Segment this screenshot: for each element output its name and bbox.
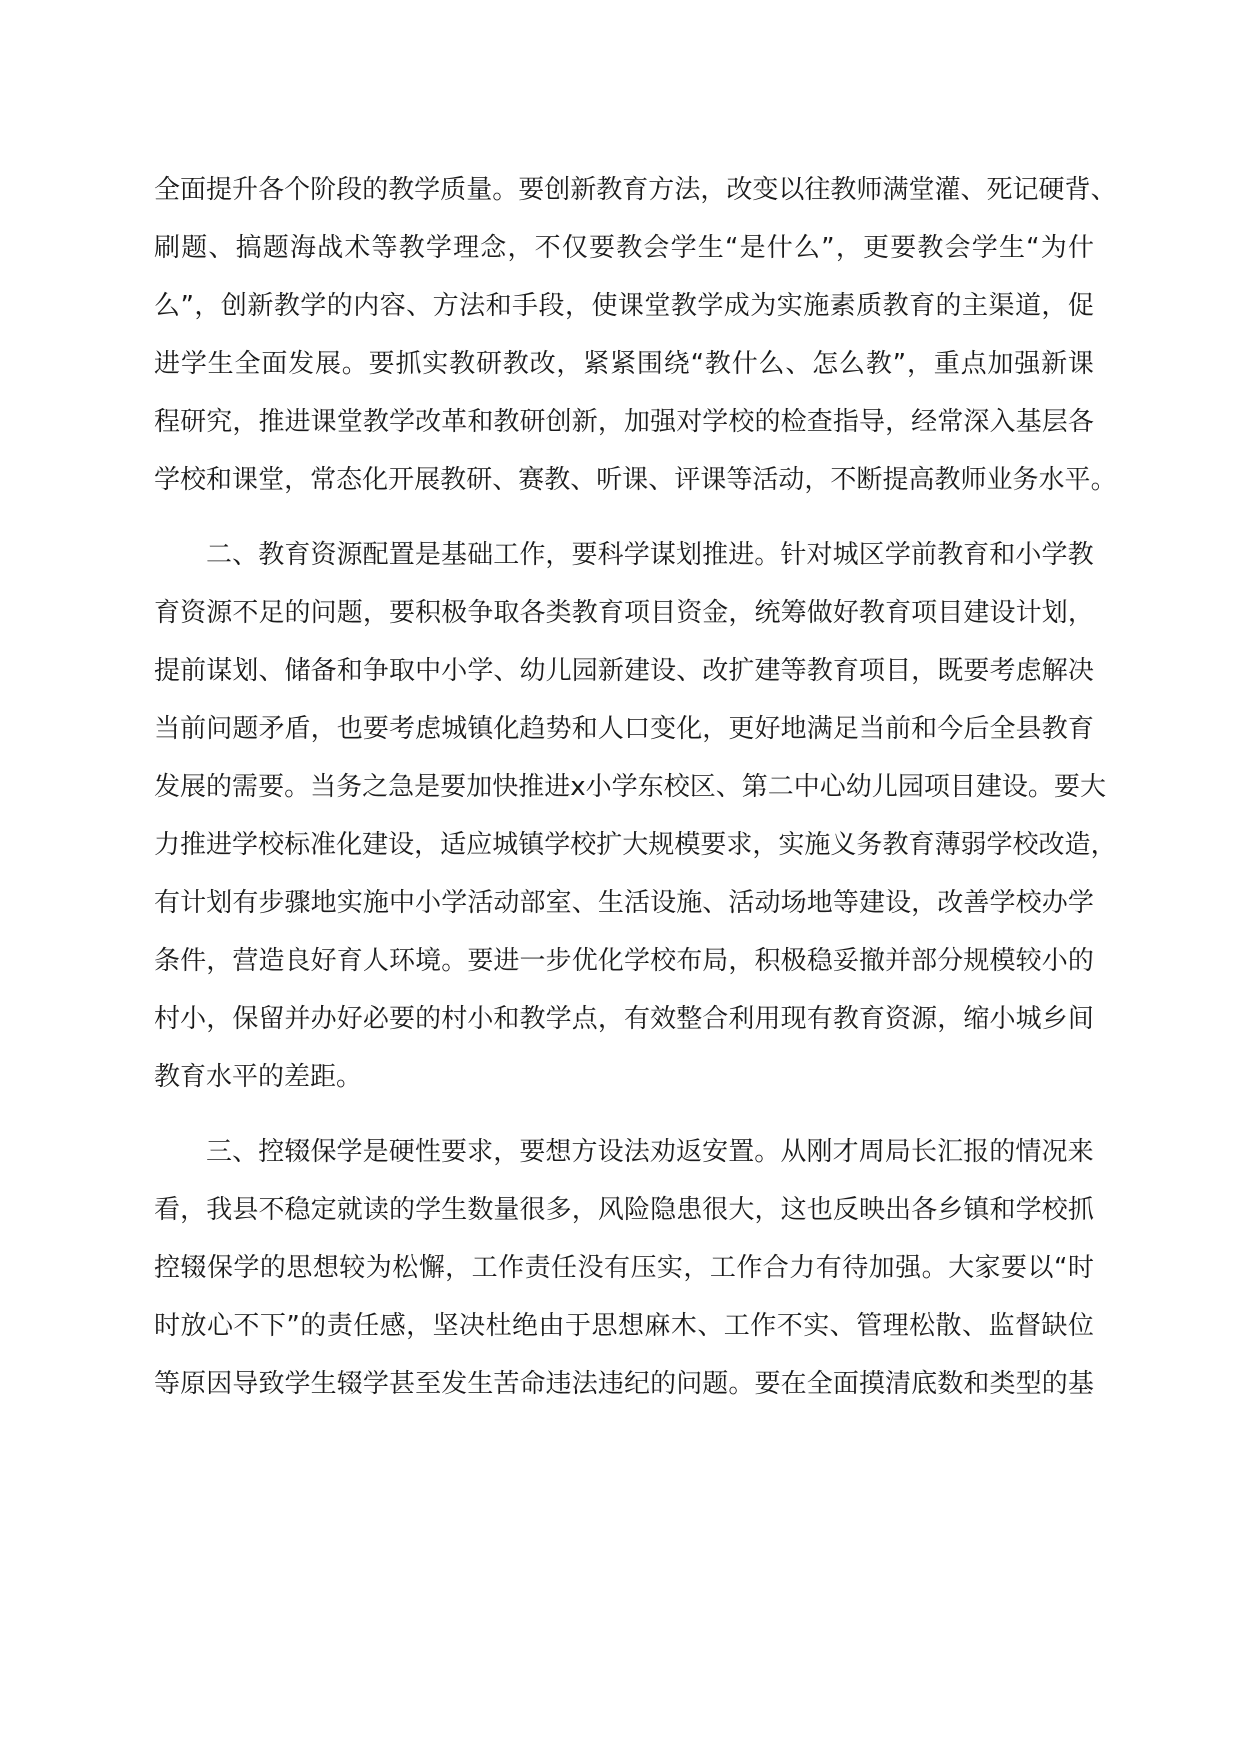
paragraph-2-line-8: 条 件 ， 营 造 良 好 育 人 环 境 。 要 进 一 步 优 化 学 校 布 局 ， 积 极 稳 妥 撤 并 部 分 规 模 较 小 的 bbox=[154, 946, 1094, 976]
paragraph-3-line-2: 看 ， 我 县 不 稳 定 就 读 的 学 生 数 量 很 多 ， 风 险 隐 患 很 大 ， 这 也 反 映 出 各 乡 镇 和 学 校 抓 bbox=[154, 1195, 1094, 1225]
paragraph-3-line-4: 时 放 心 不 下 ” 的 责 任 感 ， 坚 决 杜 绝 由 于 思 想 麻 木 、 工 作 不 实 、 管 理 松 散 、 监 督 缺 位 bbox=[154, 1311, 1094, 1341]
paragraph-2-line-6: 力 推 进 学 校 标 准 化 建 设 ， 适 应 城 镇 学 校 扩 大 规 模 要 求 ， 实 施 义 务 教 育 薄 弱 学 校 改 造 ， bbox=[154, 830, 1117, 860]
paragraph-2-line-7: 有 计 划 有 步 骤 地 实 施 中 小 学 活 动 部 室 、 生 活 设 施 、 活 动 场 地 等 建 设 ， 改 善 学 校 办 学 bbox=[154, 888, 1094, 918]
paragraph-2-line-1: 二 、 教 育 资 源 配 置 是 基 础 工 作 ， 要 科 学 谋 划 推 进 。 针 对 城 区 学 前 教 育 和 小 学 教 bbox=[206, 540, 1094, 570]
paragraph-2-line-10: 教育水平的差距。 bbox=[154, 1062, 363, 1092]
paragraph-1-line-5: 程 研 究 ， 推 进 课 堂 教 学 改 革 和 教 研 创 新 ， 加 强 对 学 校 的 检 查 指 导 ， 经 常 深 入 基 层 各 bbox=[154, 407, 1094, 437]
paragraph-1-line-2: 刷 题 、 搞 题 海 战 术 等 教 学 理 念 ， 不 仅 要 教 会 学 生 “ 是 什 么 ” ， 更 要 教 会 学 生 “ 为 什 bbox=[154, 233, 1094, 263]
paragraph-1-line-4: 进 学 生 全 面 发 展 。 要 抓 实 教 研 教 改 ， 紧 紧 围 绕 “ 教 什 么 、 怎 么 教 ” ， 重 点 加 强 新 课 bbox=[154, 349, 1094, 379]
paragraph-3-line-5: 等 原 因 导 致 学 生 辍 学 甚 至 发 生 苦 命 违 法 违 纪 的 问 题 。 要 在 全 面 摸 清 底 数 和 类 型 的 基 bbox=[154, 1369, 1094, 1399]
paragraph-3-line-3: 控 辍 保 学 的 思 想 较 为 松 懈 ， 工 作 责 任 没 有 压 实 ， 工 作 合 力 有 待 加 强 。 大 家 要 以 “ 时 bbox=[154, 1253, 1094, 1283]
paragraph-2-line-3: 提 前 谋 划 、 储 备 和 争 取 中 小 学 、 幼 儿 园 新 建 设 、 改 扩 建 等 教 育 项 目 ， 既 要 考 虑 解 决 bbox=[154, 656, 1094, 686]
paragraph-1-line-6: 学 校 和 课 堂 ， 常 态 化 开 展 教 研 、 赛 教 、 听 课 、 评 课 等 活 动 ， 不 断 提 高 教 师 业 务 水 平 。 bbox=[154, 465, 1117, 495]
paragraph-2-line-9: 村 小 ， 保 留 并 办 好 必 要 的 村 小 和 教 学 点 ， 有 效 整 合 利 用 现 有 教 育 资 源 ， 缩 小 城 乡 间 bbox=[154, 1004, 1094, 1034]
paragraph-2-line-2: 育 资 源 不 足 的 问 题 ， 要 积 极 争 取 各 类 教 育 项 目 资 金 ， 统 筹 做 好 教 育 项 目 建 设 计 划 ， bbox=[154, 598, 1094, 628]
paragraph-2-line-4: 当 前 问 题 矛 盾 ， 也 要 考 虑 城 镇 化 趋 势 和 人 口 变 化 ， 更 好 地 满 足 当 前 和 今 后 全 县 教 育 bbox=[154, 714, 1094, 744]
paragraph-1-line-3: 么 ” ， 创 新 教 学 的 内 容 、 方 法 和 手 段 ， 使 课 堂 教 学 成 为 实 施 素 质 教 育 的 主 渠 道 ， 促 bbox=[154, 291, 1094, 321]
paragraph-3-line-1: 三 、 控 辍 保 学 是 硬 性 要 求 ， 要 想 方 设 法 劝 返 安 置 。 从 刚 才 周 局 长 汇 报 的 情 况 来 bbox=[206, 1137, 1094, 1167]
paragraph-1-line-1: 全 面 提 升 各 个 阶 段 的 教 学 质 量 。 要 创 新 教 育 方 法 ， 改 变 以 往 教 师 满 堂 灌 、 死 记 硬 背 、 bbox=[154, 175, 1117, 205]
paragraph-2-line-5: 发 展 的 需 要 。 当 务 之 急 是 要 加 快 推 进 x 小 学 东 校 区 、 第 二 中 心 幼 儿 园 项 目 建 设 。 要 大 bbox=[154, 772, 1106, 802]
